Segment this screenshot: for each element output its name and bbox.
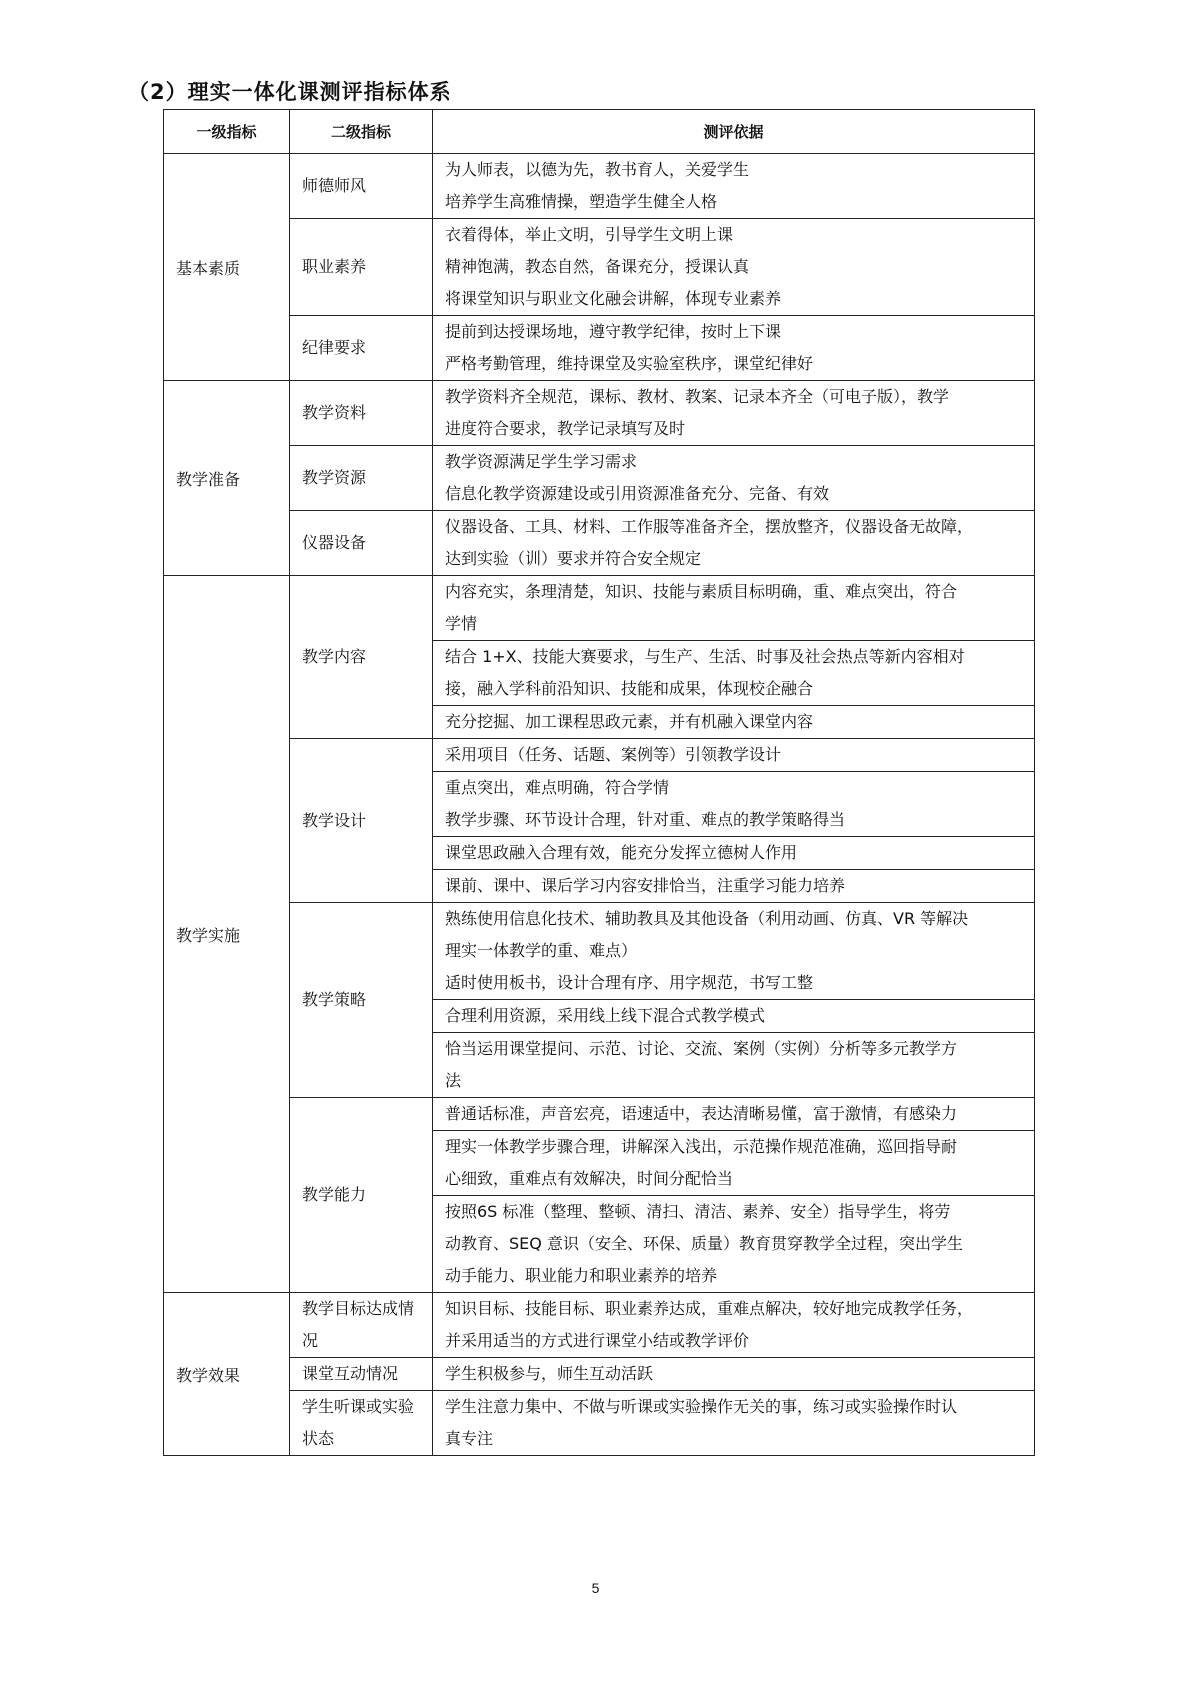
criteria-cell <box>433 511 1035 576</box>
table-body <box>164 154 1035 1456</box>
criteria-line: 理实一体教学的重、难点） <box>445 941 638 960</box>
table-row <box>164 381 1035 446</box>
criteria-cell <box>433 1098 1035 1131</box>
criteria-cell <box>433 316 1035 381</box>
criteria-cell <box>433 1196 1035 1293</box>
criteria-line: 接，融入学科前沿知识、技能和成果，体现校企融合 <box>445 679 814 698</box>
criteria-cell <box>433 1131 1035 1196</box>
criteria-line: 教学步骤、环节设计合理，针对重、难点的教学策略得当 <box>445 810 846 829</box>
criteria-cell <box>433 1358 1035 1391</box>
level2-cell: 师德师风 <box>290 154 433 219</box>
level2-cell: 职业素养 <box>290 219 433 316</box>
evaluation-table <box>163 109 1035 1456</box>
criteria-line: 严格考勤管理，维持课堂及实验室秩序，课堂纪律好 <box>445 354 814 373</box>
page-number: 5 <box>591 1580 600 1596</box>
criteria-line: 仪器设备、工具、材料、工作服等准备齐全，摆放整齐，仪器设备无故障， <box>445 517 974 536</box>
criteria-line: 并采用适当的方式进行课堂小结或教学评价 <box>445 1331 750 1350</box>
table-row <box>164 576 1035 641</box>
criteria-line: 课前、课中、课后学习内容安排恰当，注重学习能力培养 <box>445 876 846 895</box>
criteria-line: 动教育、SEQ 意识（安全、环保、质量）教育贯穿教学全过程，突出学生 <box>445 1234 963 1253</box>
level2-cell: 教学能力 <box>290 1098 433 1293</box>
criteria-line: 培养学生高雅情操，塑造学生健全人格 <box>445 192 718 211</box>
criteria-cell <box>433 154 1035 219</box>
criteria-line: 按照6S 标准（整理、整顿、清扫、清洁、素养、安全）指导学生，将劳 <box>445 1202 951 1221</box>
criteria-cell <box>433 1293 1035 1358</box>
criteria-line: 学生注意力集中、不做与听课或实验操作无关的事，练习或实验操作时认 <box>445 1397 958 1416</box>
level2-cell: 教学设计 <box>290 739 433 903</box>
criteria-cell <box>433 772 1035 837</box>
level2-cell: 纪律要求 <box>290 316 433 381</box>
criteria-line: 教学资源满足学生学习需求 <box>445 452 638 471</box>
table-row <box>164 219 1035 316</box>
table-row <box>164 511 1035 576</box>
level2-cell: 教学资料 <box>290 381 433 446</box>
table-row <box>164 316 1035 381</box>
criteria-cell <box>433 903 1035 1000</box>
criteria-line: 内容充实，条理清楚，知识、技能与素质目标明确，重、难点突出，符合 <box>445 582 958 601</box>
criteria-cell <box>433 837 1035 870</box>
criteria-line: 学生积极参与，师生互动活跃 <box>445 1364 654 1383</box>
criteria-line: 提前到达授课场地，遵守教学纪律，按时上下课 <box>445 322 782 341</box>
criteria-line: 理实一体教学步骤合理，讲解深入浅出，示范操作规范准确，巡回指导耐 <box>445 1137 958 1156</box>
criteria-line: 充分挖掘、加工课程思政元素，并有机融入课堂内容 <box>445 712 814 731</box>
criteria-line: 教学资料齐全规范，课标、教材、教案、记录本齐全（可电子版），教学 <box>445 387 950 406</box>
level2-cell: 课堂互动情况 <box>290 1358 433 1391</box>
table-row <box>164 1098 1035 1131</box>
criteria-cell <box>433 381 1035 446</box>
level2-cell: 教学资源 <box>290 446 433 511</box>
level2-cell: 仪器设备 <box>290 511 433 576</box>
criteria-cell <box>433 739 1035 772</box>
criteria-line: 精神饱满，教态自然，备课充分，授课认真 <box>445 257 750 276</box>
criteria-cell <box>433 870 1035 903</box>
criteria-line: 采用项目（任务、话题、案例等）引领教学设计 <box>445 745 782 764</box>
page-title: （2）理实一体化课测评指标体系 <box>128 80 452 104</box>
level2-cell: 学生听课或实验状态 <box>290 1391 433 1456</box>
header-basis: 测评依据 <box>433 110 1035 154</box>
table-row <box>164 1293 1035 1358</box>
criteria-line: 合理利用资源，采用线上线下混合式教学模式 <box>445 1006 766 1025</box>
criteria-cell <box>433 576 1035 641</box>
criteria-line: 熟练使用信息化技术、辅助教具及其他设备（利用动画、仿真、VR 等解决 <box>445 909 969 928</box>
criteria-line: 进度符合要求，教学记录填写及时 <box>445 419 686 438</box>
level1-cell: 教学实施 <box>164 576 290 1293</box>
criteria-cell <box>433 1000 1035 1033</box>
level1-cell: 教学效果 <box>164 1293 290 1456</box>
table-header-row <box>164 110 1035 154</box>
criteria-line: 动手能力、职业能力和职业素养的培养 <box>445 1266 718 1285</box>
level2-cell: 教学内容 <box>290 576 433 739</box>
criteria-cell <box>433 1391 1035 1456</box>
criteria-line: 重点突出，难点明确，符合学情 <box>445 778 670 797</box>
table-row <box>164 1358 1035 1391</box>
criteria-line: 适时使用板书，设计合理有序、用字规范，书写工整 <box>445 973 814 992</box>
level1-cell: 基本素质 <box>164 154 290 381</box>
criteria-line: 恰当运用课堂提问、示范、讨论、交流、案例（实例）分析等多元教学方 <box>445 1039 958 1058</box>
table-row <box>164 739 1035 772</box>
level2-cell: 教学目标达成情况 <box>290 1293 433 1358</box>
table-row <box>164 446 1035 511</box>
criteria-line: 达到实验（训）要求并符合安全规定 <box>445 549 702 568</box>
criteria-line: 衣着得体，举止文明，引导学生文明上课 <box>445 225 734 244</box>
criteria-line: 信息化教学资源建设或引用资源准备充分、完备、有效 <box>445 484 830 503</box>
criteria-line: 法 <box>445 1071 462 1090</box>
criteria-line: 普通话标准，声音宏亮，语速适中，表达清晰易懂，富于激情，有感染力 <box>445 1104 958 1123</box>
criteria-line: 学情 <box>445 614 478 633</box>
criteria-cell <box>433 446 1035 511</box>
criteria-line: 真专注 <box>445 1429 494 1448</box>
header-level2: 二级指标 <box>290 110 433 154</box>
table-row <box>164 903 1035 1000</box>
criteria-line: 心细致，重难点有效解决，时间分配恰当 <box>445 1169 734 1188</box>
criteria-cell <box>433 706 1035 739</box>
level2-cell: 教学策略 <box>290 903 433 1098</box>
criteria-cell <box>433 219 1035 316</box>
header-level1: 一级指标 <box>164 110 290 154</box>
criteria-line: 为人师表，以德为先，教书育人，关爱学生 <box>445 160 750 179</box>
criteria-line: 将课堂知识与职业文化融会讲解，体现专业素养 <box>445 289 782 308</box>
criteria-line: 结合 1+X、技能大赛要求，与生产、生活、时事及社会热点等新内容相对 <box>445 647 965 666</box>
table-row <box>164 154 1035 219</box>
level1-cell: 教学准备 <box>164 381 290 576</box>
criteria-line: 知识目标、技能目标、职业素养达成，重难点解决，较好地完成教学任务， <box>445 1299 974 1318</box>
criteria-line: 课堂思政融入合理有效，能充分发挥立德树人作用 <box>445 843 798 862</box>
criteria-cell <box>433 1033 1035 1098</box>
table-row <box>164 1391 1035 1456</box>
criteria-cell <box>433 641 1035 706</box>
